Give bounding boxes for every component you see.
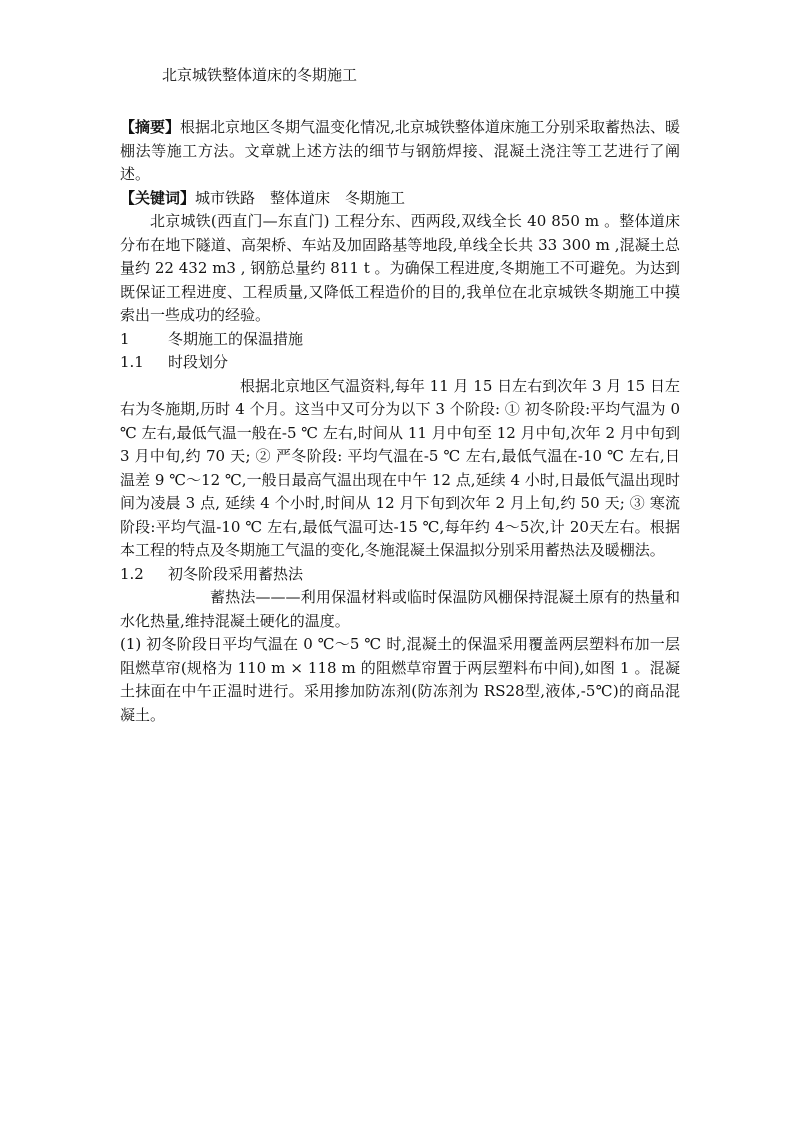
document-body — [120, 116, 680, 727]
section-1-number: 1 — [120, 329, 130, 348]
section-1-1-title: 时段划分 — [168, 353, 229, 371]
keywords-text: 城市铁路 整体道床 冬期施工 — [195, 188, 406, 207]
section-1-title: 冬期施工的保温措施 — [168, 329, 304, 348]
section-1-2-definition: 蓄热法———利用保温材料或临时保温防风棚保持混凝土原有的热量和水化热量,维持混凝土硬化的温度。 — [120, 588, 680, 630]
keywords-paragraph — [120, 187, 680, 211]
document-title: 北京城铁整体道床的冬期施工 — [162, 66, 358, 84]
section-1-1-heading — [120, 351, 680, 375]
section-1-1-number: 1.1 — [120, 353, 144, 371]
intro-paragraph: 北京城铁(西直门—东直门) 工程分东、西两段,双线全长 40 850 m 。整体道床分布在地下隧道、高架桥、车站及加固路基等地段,单线全长共 33 300 m ,混凝土总量约 22 432 m3 , 钢筋总量约 811 t 。为确保工程进度,冬期施工不可避免。为达到既保证工程进度、工程质量,又降低工程造价的目的,我单位在北京城铁冬期施工中摸索出一些成功的经验。 — [120, 212, 680, 324]
section-1-2-heading — [120, 563, 680, 587]
section-1-1-paragraph: 根据北京地区气温资料,每年 11 月 15 日左右到次年 3 月 15 日左右为冬施期,历时 4 个月。这当中又可分为以下 3 个阶段: ① 初冬阶段:平均气温为 0 ℃ 左右,最低气温一般在-5 ℃ 左右,时间从 11 月中旬至 12 月中旬,次年 2 月中旬到 3 月中旬,约 70 天; ② 严冬阶段: 平均气温在-5 ℃ 左右,最低气温在-10 ℃ 左右,日温差 9 ℃～12 ℃,一般日最高气温出现在中午 12 点,延续 4 小时,日最低气温出现时间为凌晨 3 点, 延续 4 个小时,时间从 12 月下旬到次年 2 月上旬,约 50 天; ③ 寒流阶段:平均气温-10 ℃ 左右,最低气温可达-15 ℃,每年约 4～5次,计 20天左右。根据本工程的特点及冬期施工气温的变化,冬施混凝土保温拟分别采用蓄热法及暖棚法。 — [120, 376, 680, 559]
section-1-2-item-1: (1) 初冬阶段日平均气温在 0 ℃～5 ℃ 时,混凝土的保温采用覆盖两层塑料布加一层阻燃草帘(规格为 110 m × 118 m 的阻燃草帘置于两层塑料布中间),如图 1 。混凝土抹面在中午正温时进行。采用掺加防冻剂(防冻剂为 RS28型,液体,-5℃)的商品混凝土。 — [120, 635, 680, 724]
abstract-paragraph — [120, 116, 680, 187]
section-1-heading — [120, 328, 680, 352]
abstract-text: 根据北京地区冬期气温变化情况,北京城铁整体道床施工分别采取蓄热法、暖棚法等施工方法。文章就上述方法的细节与钢筋焊接、混凝土浇注等工艺进行了阐述。 — [120, 118, 680, 183]
section-1-2-number: 1.2 — [120, 564, 144, 583]
abstract-label: 【摘要】 — [120, 118, 181, 136]
section-1-2-title: 初冬阶段采用蓄热法 — [168, 564, 304, 583]
keywords-label: 【关键词】 — [120, 188, 196, 207]
